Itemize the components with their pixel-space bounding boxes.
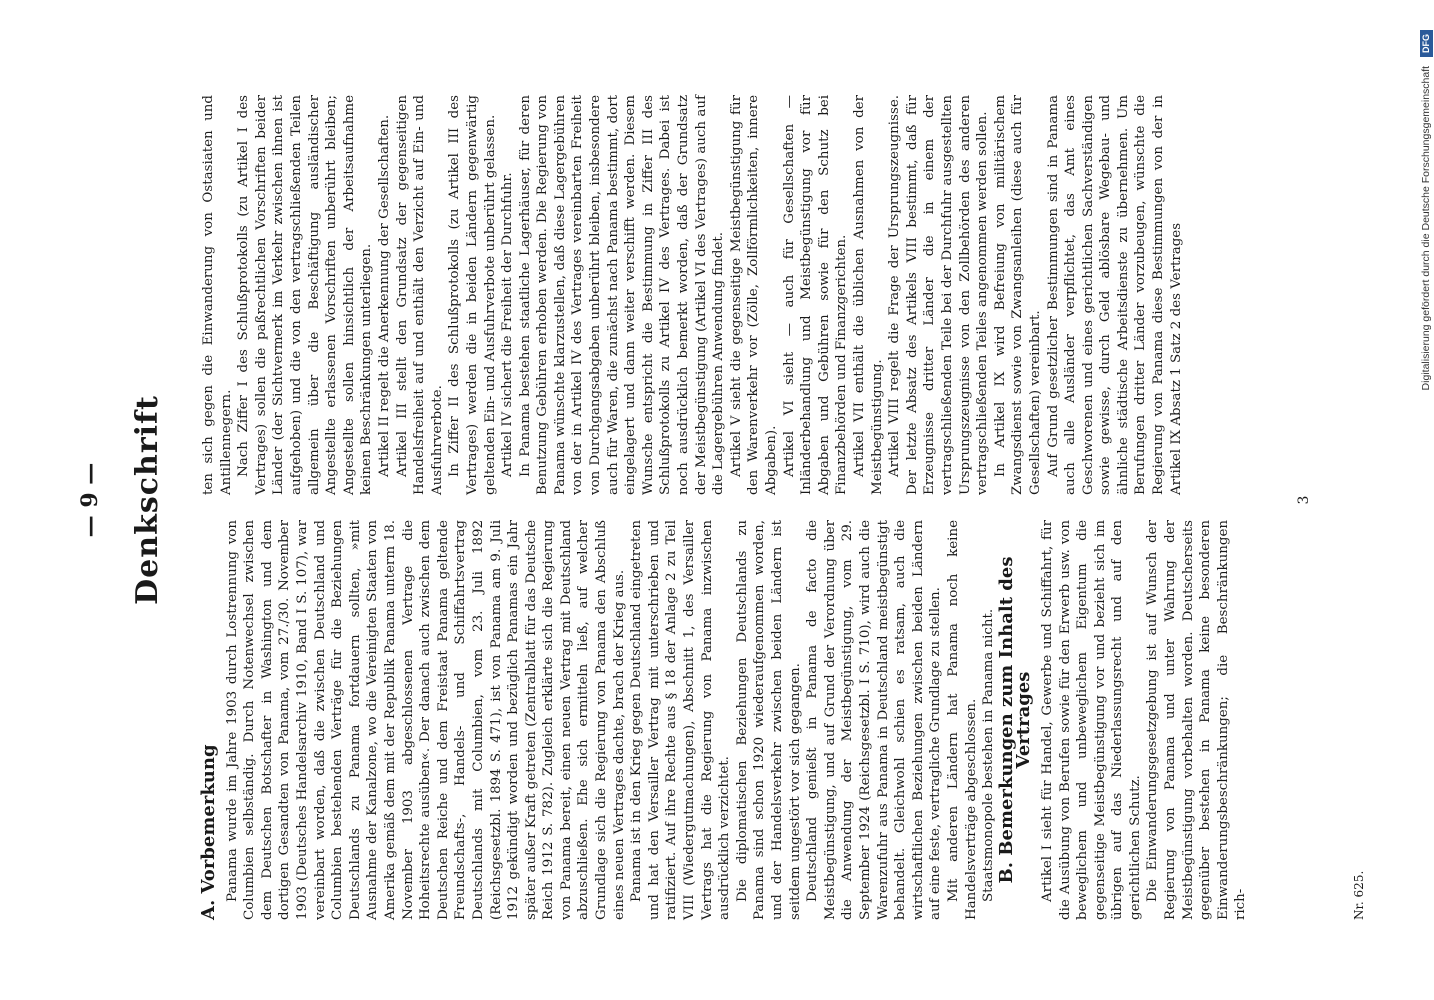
credit-text: Digitalisierung gefördert durch die Deutsche Forschungsgemeinschaft: [1420, 65, 1432, 391]
paragraph: Mit anderen Ländern hat Panama noch keine Handelsverträge abgeschlossen.: [945, 520, 979, 920]
paragraph: In Ziffer II des Schlußprotokolls (zu Artikel III des Vertrages) werden die in beiden Ländern gegenwärtig geltenden Ein- und Ausfuhrverbote unberührt gelassen.: [447, 95, 498, 495]
paragraph: Auf Grund gesetzlicher Bestimmungen sind in Panama auch alle Ausländer verpflichtet, das Amt eines Geschworenen und eines gerichtlichen Sachverständigen sowie gewisse, durch Geld ablösbare Wegebau- und ähnliche städtische Arbeitsdienste zu übernehmen. Um Berufungen dritter Länder vorzubeugen, wünschte die Regierung von Panama diese Bestimmungen von der in Artikel IX Absatz 1 Satz 2 des Vertrages: [1045, 95, 1184, 495]
paragraph: ten sich gegen die Einwanderung von Ostasiaten und Antillennegern.: [201, 95, 234, 495]
paragraph: Artikel VII enthält die üblichen Ausnahmen von der Meistbegünstigung.: [851, 95, 885, 495]
paragraph: Die Einwanderungsgesetzgebung ist auf Wunsch der Regierung von Panama und unter Wahrung der Meistbegünstigung vorbehalten worden. Deutscherseits gegenüber bestehen in Panama keine besonderen Einwanderungsbeschränkungen; die Beschränkungen rich-: [1145, 520, 1249, 920]
paragraph: Panama ist in den Krieg gegen Deutschland eingetreten und hat den Versailler Vertrag mit unterschrieben und ratifiziert. Auf ihre Rechte aus § 18 der Anlage 2 zu Teil VIII (Wiedergutmachungen), Abschnitt 1, des Versailler Vertrags hat die Regierung von Panama inzwischen ausdrücklich verzichtet.: [629, 520, 733, 920]
paragraph: Artikel III stellt den Grundsatz der gegenseitigen Handelsfreiheit auf und enthält den Verzicht auf Ein- und Ausfuhrverbote.: [394, 95, 445, 495]
paragraph: Artikel II regelt die Anerkennung der Gesellschaften.: [376, 114, 392, 477]
section-b-heading: B. Bemerkungen zum Inhalt des Vertrages: [995, 556, 1035, 884]
dfg-logo: DFG: [1420, 30, 1433, 57]
paragraph: Staatsmonopole bestehen in Panama nicht.: [981, 608, 997, 902]
footnote: Nr. 625.: [1352, 870, 1366, 920]
paragraph: Deutschland genießt in Panama de facto die Meistbegünstigung, und auf Grund der Verordnung über die Anwendung der Meistbegünstigung, vom 29. September 1924 (Reichsgesetzbl. I S. 710), wird auch die Warenzufuhr aus Panama in Deutschland meistbegünstigt behandelt. Gleichwohl schien es ratsam, auch die wirtschaftlichen Beziehungen zwischen beiden Ländern auf eine feste, vertragliche Grundlage zu stellen.: [805, 520, 944, 920]
left-column: [200, 520, 1250, 920]
paragraph: In Artikel IX wird Befreiung von militärischem Zwangsdienst sowie von Zwangsanleihen (diese auch für Gesellschaften) vereinbart.: [992, 95, 1043, 495]
paragraph: Die diplomatischen Beziehungen Deutschlands zu Panama sind schon 1920 wiederaufgenommen worden, und der Handelsverkehr zwischen beiden Ländern ist seitdem ungestört vor sich gegangen.: [734, 520, 803, 920]
paragraph: Panama wurde im Jahre 1903 durch Lostrennung von Columbien selbständig. Durch Notenwechsel zwischen dem Deutschen Botschafter in Washington und dem dortigen Gesandten von Panama, vom 27./30. November 1903 (Deutsches Handelsarchiv 1910, Band I S. 107), war vereinbart worden, daß die zwischen Deutschland und Columbien bestehenden Verträge für die Beziehungen Deutschlands zu Panama fortdauern sollten, »mit Ausnahme der Kanalzone, wo die Vereinigten Staaten von Amerika gemäß dem mit der Republik Panama unterm 18. November 1903 abgeschlossenen Vertrage die Hoheitsrechte ausüben«. Der danach auch zwischen dem Deutschen Reiche und dem Freistaat Panama geltende Freundschafts-, Handels- und Schiffahrtsvertrag Deutschlands mit Columbien, vom 23. Juli 1892 (Reichsgesetzbl. 1894 S. 471), ist von Panama am 9. Juli 1912 gekündigt worden und bezüglich Panamas ein Jahr später außer Kraft getreten (Zentralblatt für das Deutsche Reich 1912 S. 782). Zugleich erklärte sich die Regierung von Panama bereit, einen neuen Vertrag mit Deutschland abzuschließen. Ehe sich ermitteln ließ, auf welcher Grundlage sich die Regierung von Panama den Abschluß eines neuen Vertrages dachte, brach der Krieg aus.: [224, 520, 627, 920]
paragraph: Artikel V sieht die gegenseitige Meistbegünstigung für den Warenverkehr vor (Zölle, Zollförmlichkeiten, innere Abgaben).: [728, 95, 779, 495]
paragraph: Artikel VI sieht — auch für Gesellschaften — Inländerbehandlung und Meistbegünstigung vor für Abgaben und Gebühren sowie für den Schutz bei Finanzbehörden und Finanzgerichten.: [781, 95, 850, 495]
paragraph: In Panama bestehen staatliche Lagerhäuser, für deren Benutzung Gebühren erhoben werden. Die Regierung von Panama wünschte klarzustellen, daß diese Lagergebühren von der in Artikel IV des Vertrages vereinbarten Freiheit von Durchgangsabgaben unberührt bleiben, insbesondere auch für Waren, die zunächst nach Panama bestimmt, dort eingelagert und dann weiter verschifft werden. Diesem Wunsche entspricht die Bestimmung in Ziffer III des Schlußprotokolls zu Artikel IV des Vertrages. Dabei ist noch ausdrücklich bemerkt worden, daß der Grundsatz der Meistbegünstigung (Artikel VI des Vertrages) auch auf die Lagergebühren Anwendung findet.: [517, 95, 727, 495]
paragraph: Artikel IV sichert die Freiheit der Durchfuhr.: [500, 172, 516, 477]
page-number: — 9 —: [77, 462, 103, 538]
page-title: Denkschrift: [130, 395, 165, 605]
section-a-heading: A. Vorbemerkung: [198, 744, 219, 920]
right-column: [200, 95, 1185, 495]
digitization-credit-strip: [1408, 0, 1434, 1000]
digitization-credit: [1413, 0, 1434, 1000]
paragraph: Nach Ziffer I des Schlußprotokolls (zu Artikel I des Vertrages) sollen die paßrechtlichen Vorschriften beider Länder (der Sichtvermerk im Verkehr zwischen ihnen ist aufgehoben) und die von den vertragschließenden Teilen allgemein über die Beschäftigung ausländischer Angestellte erlassenen Vorschriften unberührt bleiben; Angestellte sollen hinsichtlich der Arbeitsaufnahme keinen Beschränkungen unterliegen.: [236, 95, 375, 495]
sheet-number: 3: [1296, 495, 1312, 505]
paragraph: Artikel VIII regelt die Frage der Ursprungszeugnisse. Der letzte Absatz des Artikels VIII bestimmt, daß für Erzeugnisse dritter Länder die in einem der vertragschließenden Teile bei der Durchfuhr ausgestellten Ursprungszeugnisse von den Zollbehörden des anderen vertragschließenden Teiles angenommen werden sollen.: [887, 95, 991, 495]
paragraph: Artikel I sieht für Handel, Gewerbe und Schiffahrt, für die Ausübung von Berufen sowie für den Erwerb usw. von beweglichem und unbeweglichem Eigentum die gegenseitige Meistbegünstigung vor und bezieht sich im übrigen auf das Niederlassungsrecht und auf den gerichtlichen Schutz.: [1039, 520, 1143, 920]
